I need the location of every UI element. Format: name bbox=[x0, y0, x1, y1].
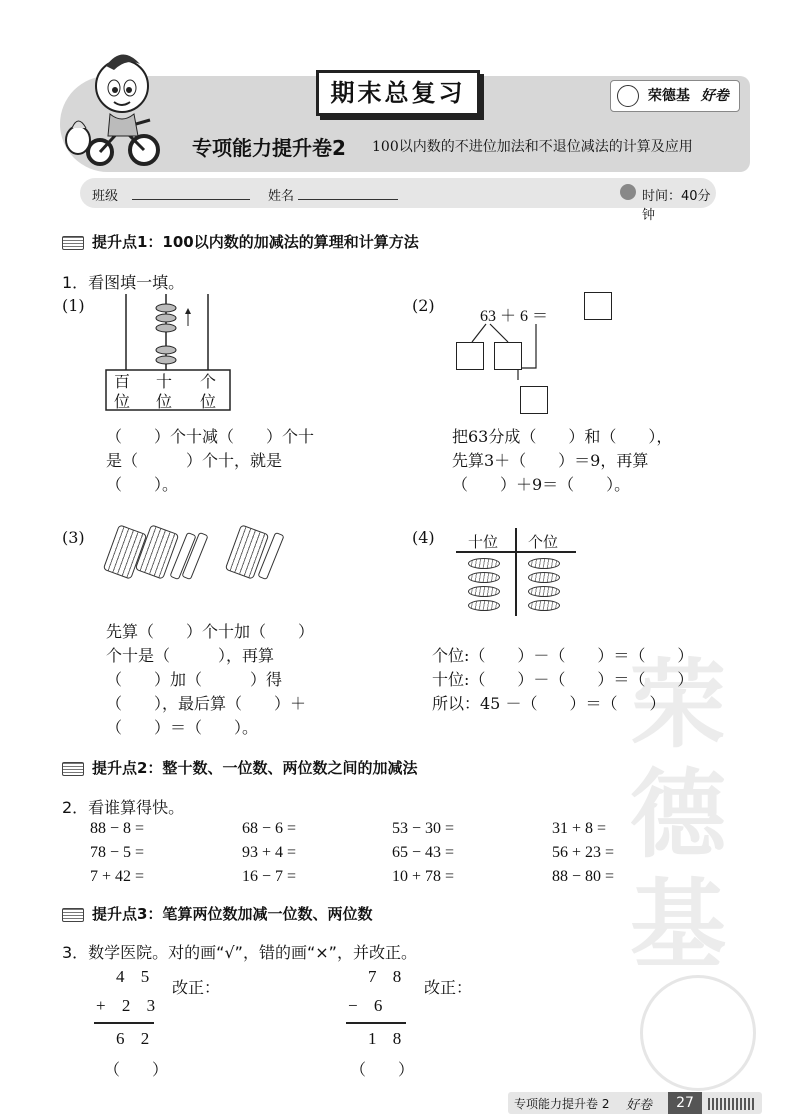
text-line: （ ）＝（ ）。 bbox=[106, 718, 259, 737]
book-icon bbox=[62, 908, 84, 922]
clock-icon bbox=[620, 184, 636, 200]
section-2-text: 提升点2：整十数、一位数、两位数之间的加减法 bbox=[92, 759, 418, 777]
q1-part4-label: (4) bbox=[412, 528, 435, 547]
watermark-char: 德 bbox=[630, 759, 726, 871]
section-2-heading bbox=[62, 757, 417, 778]
text-line: 先算（ ）个十加（ ） bbox=[106, 622, 315, 641]
text-line: 所以：45 －（ ）＝（ ） bbox=[432, 694, 666, 713]
page-number: 27 bbox=[668, 1092, 702, 1114]
text-line: 先算3＋（ ）＝9，再算 bbox=[452, 451, 649, 470]
text-line: 把63分成（ ）和（ ）， bbox=[452, 427, 673, 446]
q3-title: 3．数学医院。对的画“√”，错的画“×”，并改正。 bbox=[62, 943, 417, 962]
class-label: 班级 bbox=[92, 189, 119, 204]
footer-brand: 好卷 bbox=[626, 1098, 653, 1113]
vertical-b-line bbox=[346, 1022, 406, 1024]
q1-part4-text bbox=[432, 644, 693, 716]
footer-bar bbox=[508, 1092, 762, 1114]
brand-logo bbox=[610, 80, 740, 112]
bead bbox=[528, 558, 560, 569]
text-line: 个十是（ ），再算 bbox=[106, 646, 275, 665]
vertical-b-top: 7 8 bbox=[368, 967, 408, 986]
fix-label-b: 改正： bbox=[424, 978, 473, 997]
section-1-text: 提升点1：100以内数的加减法的算理和计算方法 bbox=[92, 233, 419, 251]
q2-title: 2．看谁算得快。 bbox=[62, 798, 185, 817]
section-3-heading bbox=[62, 903, 372, 924]
brand-name: 荣德基 bbox=[647, 88, 690, 104]
calc-item: 10 + 78 = bbox=[392, 868, 455, 885]
watermark-char: 荣 bbox=[630, 649, 726, 761]
text-line: （ ）个十减（ ）个十 bbox=[106, 427, 315, 446]
place-chart-vline bbox=[515, 528, 517, 616]
vertical-b-result: 1 8 bbox=[368, 1029, 408, 1048]
calc-item: 7 + 42 = bbox=[90, 868, 145, 885]
answer-box[interactable] bbox=[520, 386, 548, 414]
vertical-a-operand: + 2 3 bbox=[96, 996, 162, 1015]
judge-paren-a[interactable]: （ ） bbox=[104, 1060, 169, 1079]
watermark-mascot bbox=[640, 975, 756, 1091]
calc-item: 78 − 5 = bbox=[90, 844, 145, 861]
section-3-text: 提升点3：笔算两位数加减一位数、两位数 bbox=[92, 905, 373, 923]
text-line: （ ）加（ ）得 bbox=[106, 670, 283, 689]
fix-label-a: 改正： bbox=[172, 978, 221, 997]
page-title: 期末总复习 bbox=[316, 70, 480, 116]
place-header-ones: 个位 bbox=[528, 533, 559, 551]
q1-part2-text bbox=[452, 425, 672, 497]
bead bbox=[528, 586, 560, 597]
name-field[interactable] bbox=[298, 199, 398, 200]
q1-part1-text bbox=[106, 425, 314, 497]
text-line: （ ）。 bbox=[106, 475, 179, 494]
q1-title: 1．看图填一填。 bbox=[62, 273, 185, 292]
class-field[interactable] bbox=[132, 199, 250, 200]
brand-sub: 好卷 bbox=[700, 88, 729, 104]
abacus-label-ones: 个 位 bbox=[200, 372, 217, 411]
q1-part1-label: (1) bbox=[62, 296, 85, 315]
calc-item: 93 + 4 = bbox=[242, 844, 297, 861]
paper-subtitle: 100以内数的不进位加法和不退位减法的计算及应用 bbox=[372, 139, 693, 155]
text-line: （ ），最后算（ ）＋ bbox=[106, 694, 307, 713]
footer-label: 专项能力提升卷 2 bbox=[514, 1097, 610, 1111]
text-line: 是（ ）个十，就是 bbox=[106, 451, 283, 470]
bead bbox=[468, 600, 500, 611]
bead bbox=[468, 572, 500, 583]
barcode-decoration bbox=[708, 1098, 756, 1110]
mascot-illustration bbox=[64, 44, 194, 174]
abacus-label-hundreds: 百 位 bbox=[114, 372, 131, 411]
calc-item: 88 − 8 = bbox=[90, 820, 145, 837]
vertical-a-top: 4 5 bbox=[116, 967, 156, 986]
name-label: 姓名 bbox=[268, 189, 295, 204]
answer-box[interactable] bbox=[494, 342, 522, 370]
calc-item: 68 − 6 = bbox=[242, 820, 297, 837]
text-line: （ ）＋9＝（ ）。 bbox=[452, 475, 631, 494]
brand-face-icon bbox=[617, 85, 639, 107]
abacus-label-tens: 十 位 bbox=[156, 372, 173, 411]
calc-item: 88 − 80 = bbox=[552, 868, 615, 885]
calc-item: 65 − 43 = bbox=[392, 844, 455, 861]
q1-part3-text bbox=[106, 620, 314, 740]
judge-paren-b[interactable]: （ ） bbox=[350, 1060, 415, 1079]
vertical-a-line bbox=[94, 1022, 154, 1024]
calc-item: 56 + 23 = bbox=[552, 844, 615, 861]
vertical-b-operand: − 6 bbox=[348, 996, 389, 1015]
bead bbox=[528, 600, 560, 611]
bead bbox=[528, 572, 560, 583]
answer-box[interactable] bbox=[584, 292, 612, 320]
bead bbox=[468, 558, 500, 569]
book-icon bbox=[62, 762, 84, 776]
watermark-char: 基 bbox=[630, 869, 726, 981]
bead bbox=[468, 586, 500, 597]
q1-part2-equation: 63 ＋ 6 ＝ bbox=[480, 308, 549, 325]
paper-title: 专项能力提升卷2 bbox=[192, 136, 346, 160]
section-1-heading bbox=[62, 231, 419, 252]
calc-item: 31 + 8 = bbox=[552, 820, 607, 837]
time-label: 时间：40分钟 bbox=[642, 189, 711, 223]
info-bar bbox=[80, 178, 716, 223]
calc-item: 16 − 7 = bbox=[242, 868, 297, 885]
text-line: 十位:（ ）－（ ）＝（ ） bbox=[432, 670, 694, 689]
q1-part3-label: (3) bbox=[62, 528, 85, 547]
place-header-tens: 十位 bbox=[468, 533, 499, 551]
calc-item: 53 − 30 = bbox=[392, 820, 455, 837]
text-line: 个位:（ ）－（ ）＝（ ） bbox=[432, 646, 694, 665]
q1-part2-label: (2) bbox=[412, 296, 435, 315]
vertical-a-result: 6 2 bbox=[116, 1029, 156, 1048]
book-icon bbox=[62, 236, 84, 250]
answer-box[interactable] bbox=[456, 342, 484, 370]
